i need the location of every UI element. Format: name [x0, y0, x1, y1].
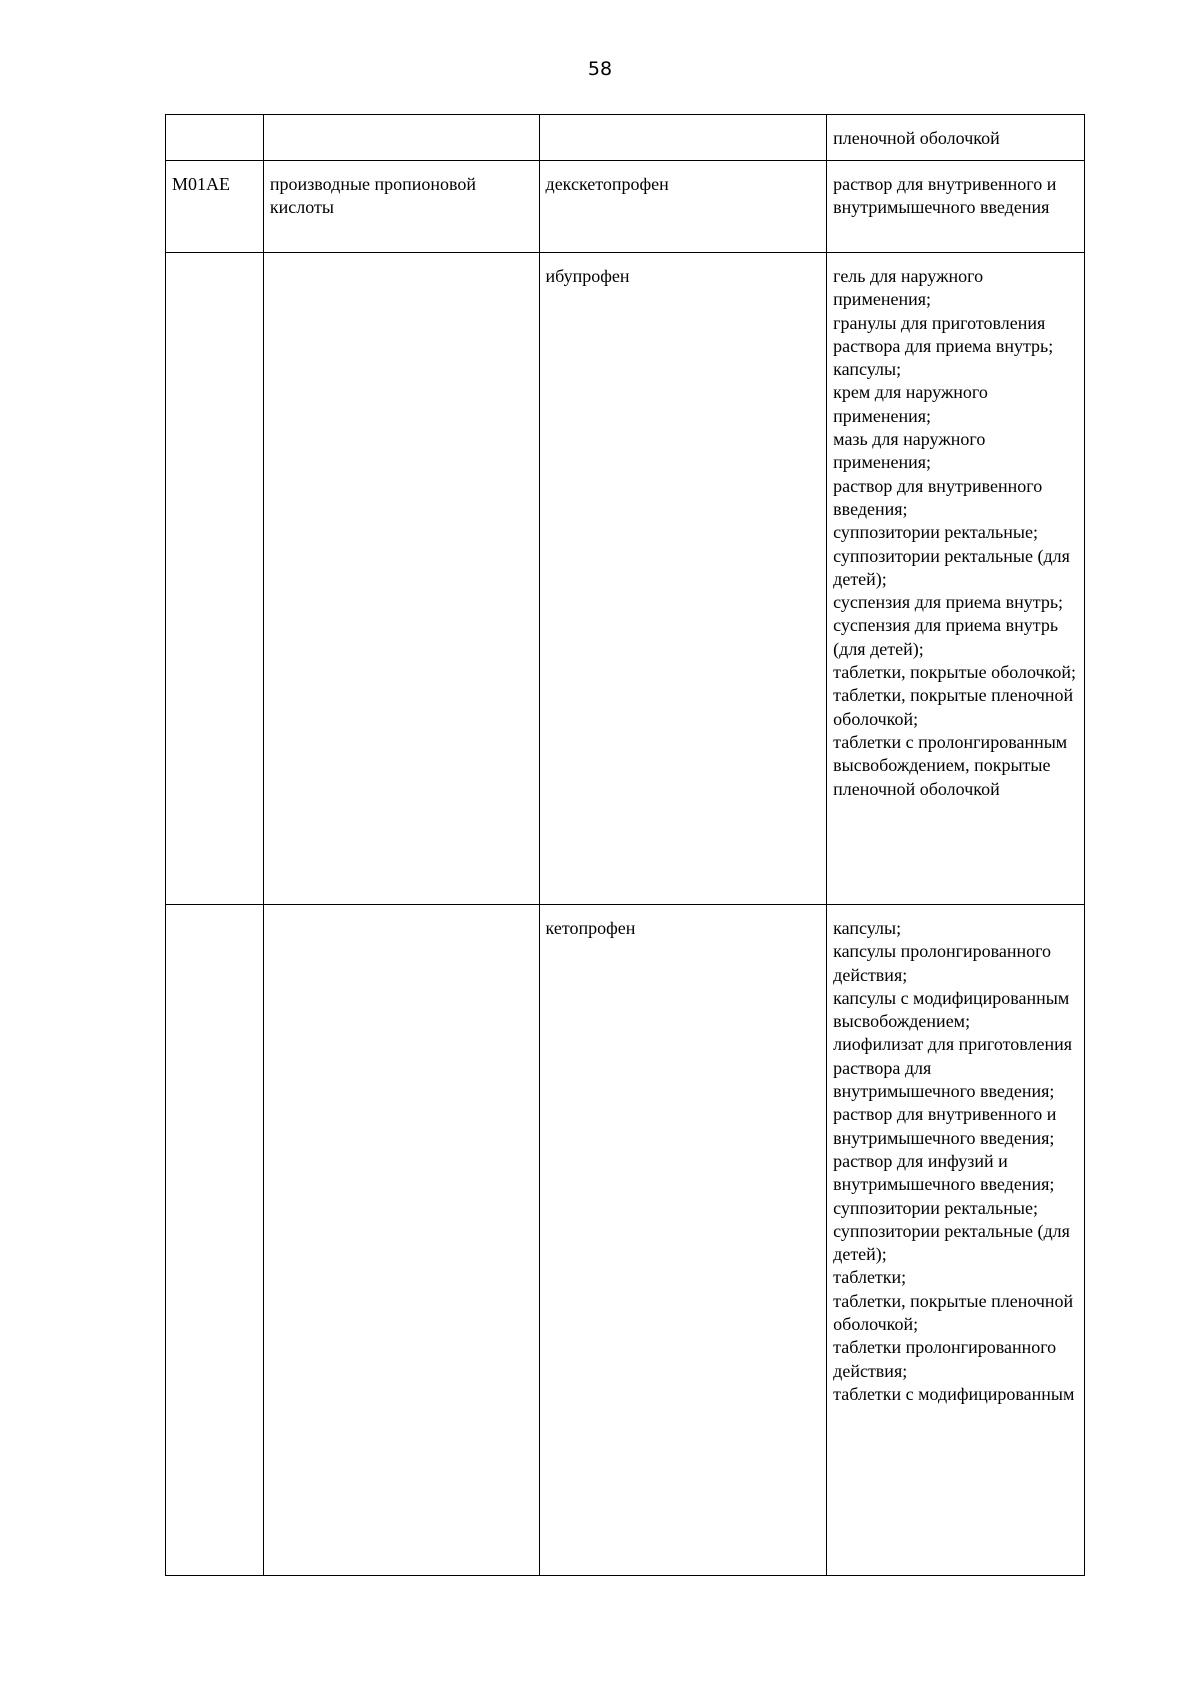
- forms-cell: [827, 905, 1085, 1576]
- form-item: капсулы с модифицированным высвобождением;: [833, 987, 1070, 1032]
- forms-cell: [827, 253, 1085, 905]
- drug-cell: декскетопрофен: [539, 161, 827, 253]
- forms-list: [833, 917, 1078, 1406]
- atc-code-cell: [166, 905, 264, 1576]
- form-item: пленочной оболочкой: [833, 128, 1000, 148]
- form-item: суспензия для приема внутрь (для детей);: [833, 615, 1059, 659]
- forms-cell: [827, 115, 1085, 161]
- drug-cell: [539, 115, 827, 161]
- forms-list: [833, 127, 1078, 150]
- form-item: суппозитории ректальные (для детей);: [833, 1220, 1070, 1265]
- form-item: раствор для внутривенного и внутримышечного введения: [833, 174, 1057, 218]
- group-cell: производные пропионовой кислоты: [263, 161, 539, 253]
- atc-code-cell: [166, 115, 264, 161]
- table-row: [166, 253, 1085, 905]
- table-row: [166, 905, 1085, 1576]
- form-item: таблетки, покрытые пленочной оболочкой;: [833, 1290, 1074, 1335]
- forms-cell: [827, 161, 1085, 253]
- drug-cell: ибупрофен: [539, 253, 827, 905]
- atc-code-cell: M01AE: [166, 161, 264, 253]
- form-item: гранулы для приготовления раствора для приема внутрь;: [833, 312, 1054, 356]
- drug-cell: кетопрофен: [539, 905, 827, 1576]
- form-item: раствор для инфузий и внутримышечного введения;: [833, 1150, 1055, 1195]
- form-item: таблетки, покрытые оболочкой;: [833, 662, 1077, 683]
- form-item: таблетки с пролонгированным высвобождением, покрытые пленочной оболочкой: [833, 731, 1068, 799]
- form-item: раствор для внутривенного введения;: [833, 475, 1043, 519]
- form-item: суппозитории ректальные;: [833, 522, 1038, 543]
- page-number: 58: [587, 58, 613, 80]
- form-item: таблетки;: [833, 1267, 907, 1288]
- table-row: [166, 115, 1085, 161]
- form-item: гель для наружного применения;: [833, 266, 984, 310]
- form-item: капсулы пролонгированного действия;: [833, 941, 1052, 985]
- drug-table: [165, 114, 1085, 1576]
- form-item: капсулы;: [833, 359, 902, 380]
- group-cell: [263, 253, 539, 905]
- form-item: суспензия для приема внутрь;: [833, 592, 1064, 613]
- forms-list: [833, 265, 1078, 801]
- form-item: таблетки пролонгированного действия;: [833, 1337, 1057, 1381]
- form-item: мазь для наружного применения;: [833, 429, 986, 473]
- form-item: таблетки с модифицированным: [833, 1383, 1075, 1404]
- form-item: капсулы;: [833, 918, 902, 938]
- forms-list: [833, 173, 1078, 220]
- form-item: лиофилизат для приготовления раствора для внутримышечного введения;: [833, 1034, 1072, 1102]
- form-item: суппозитории ректальные (для детей);: [833, 545, 1070, 589]
- form-item: раствор для внутривенного и внутримышечного введения;: [833, 1104, 1057, 1148]
- atc-code-cell: [166, 253, 264, 905]
- form-item: крем для наружного применения;: [833, 382, 988, 426]
- table-row: [166, 161, 1085, 253]
- group-cell: [263, 115, 539, 161]
- form-item: суппозитории ректальные;: [833, 1197, 1038, 1218]
- form-item: таблетки, покрытые пленочной оболочкой;: [833, 685, 1074, 729]
- group-cell: [263, 905, 539, 1576]
